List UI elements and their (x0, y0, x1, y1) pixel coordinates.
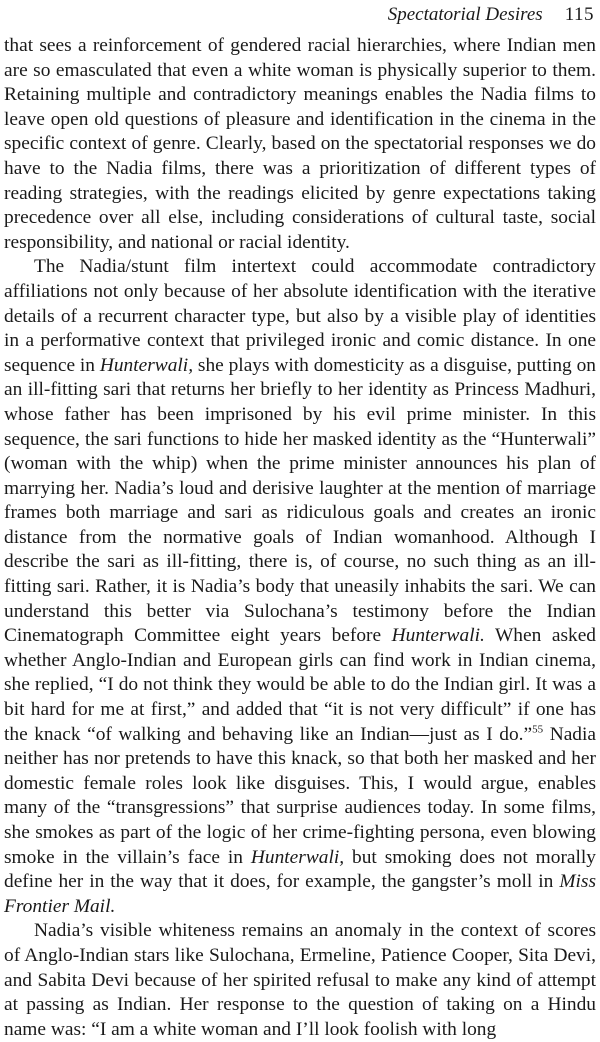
footnote-ref: 55 (532, 723, 544, 736)
italic-title: Hunterwali, (99, 354, 194, 376)
paragraph (4, 255, 596, 919)
paragraph (4, 919, 596, 1042)
page-number: 115 (564, 4, 594, 25)
text-run: Nadia’s visible whiteness remains an anomaly in the context of scores of Anglo-Indian stars like Sulochana, Ermeline, Patience Cooper, Sita Devi, and Sabita Devi because of her spirited refusal to make any kind of attempt at passing as Indian. Her response to the question of taking on a Hindu name was: “I am a white woman and I’ll look foolish with long (4, 920, 596, 1040)
body-text (4, 34, 596, 1042)
italic-title: Miss Frontier Mail. (4, 871, 596, 917)
paragraph (4, 34, 596, 255)
text-run: that sees a reinforcement of gendered racial hierarchies, where Indian men are so emasculated that even a white woman is physically superior to them. Retaining multiple and contradictory meanings enables the Nadia films to leave open old questions of pleasure and identification in the cinema in the specific context of genre. Clearly, based on the spectatorial responses we do have to the Nadia films, there was a prioritization of different types of reading strategies, with the readings elicited by genre expectations taking precedence over all else, including considerations of cultural taste, social responsibility, and national or racial identity. (4, 35, 596, 253)
text-run: When asked whether Anglo-Indian and European girls can find work in Indian cinema, she replied, “I do not think they would be able to do the Indian girl. It was a bit hard for me at first,” and added that “it is not very difficult” if one has the knack “of walking and behaving like an Indian—just as I do.” (4, 625, 596, 745)
running-head-title: Spectatorial Desires (387, 4, 543, 25)
text-run: but smoking does not morally define her in the way that it does, for example, the gangster’s moll in (4, 846, 596, 893)
text-run: The Nadia/stunt film intertext could accommodate contradictory affiliations not only because of her absolute identification with the iterative details of a recurrent character type, but also by a visible play of identities in a performative context that privileged ironic and comic distance. In one sequence in (4, 256, 596, 376)
italic-title: Hunterwali. (391, 625, 485, 647)
italic-title: Hunterwali, (250, 846, 345, 868)
text-run: Nadia neither has nor pretends to have this knack, so that both her masked and her domestic female roles look like disguises. This, I would argue, enables many of the “transgressions” that surprise audiences today. In some films, she smokes as part of the logic of her crime-fighting persona, even blowing smoke in the villain’s face in (4, 723, 596, 868)
running-head (388, 3, 594, 27)
text-run: she plays with domesticity as a disguise, putting on an ill-fitting sari that returns her briefly to her identity as Princess Madhuri, whose father has been imprisoned by his evil prime minister. In this sequence, the sari functions to hide her masked identity as the “Hunterwali” (woman with the whip) when the prime minister announces his plan of marrying her. Nadia’s loud and derisive laughter at the mention of marriage frames both marriage and sari as ridiculous goals and creates an ironic distance from the normative goals of Indian womanhood. Although I describe the sari as ill-fitting, there is, of course, no such thing as an ill-fitting sari. Rather, it is Nadia’s body that uneasily inhabits the sari. We can understand this better via Sulochana’s testimony before the Indian Cinematograph Committee eight years before (4, 354, 596, 647)
